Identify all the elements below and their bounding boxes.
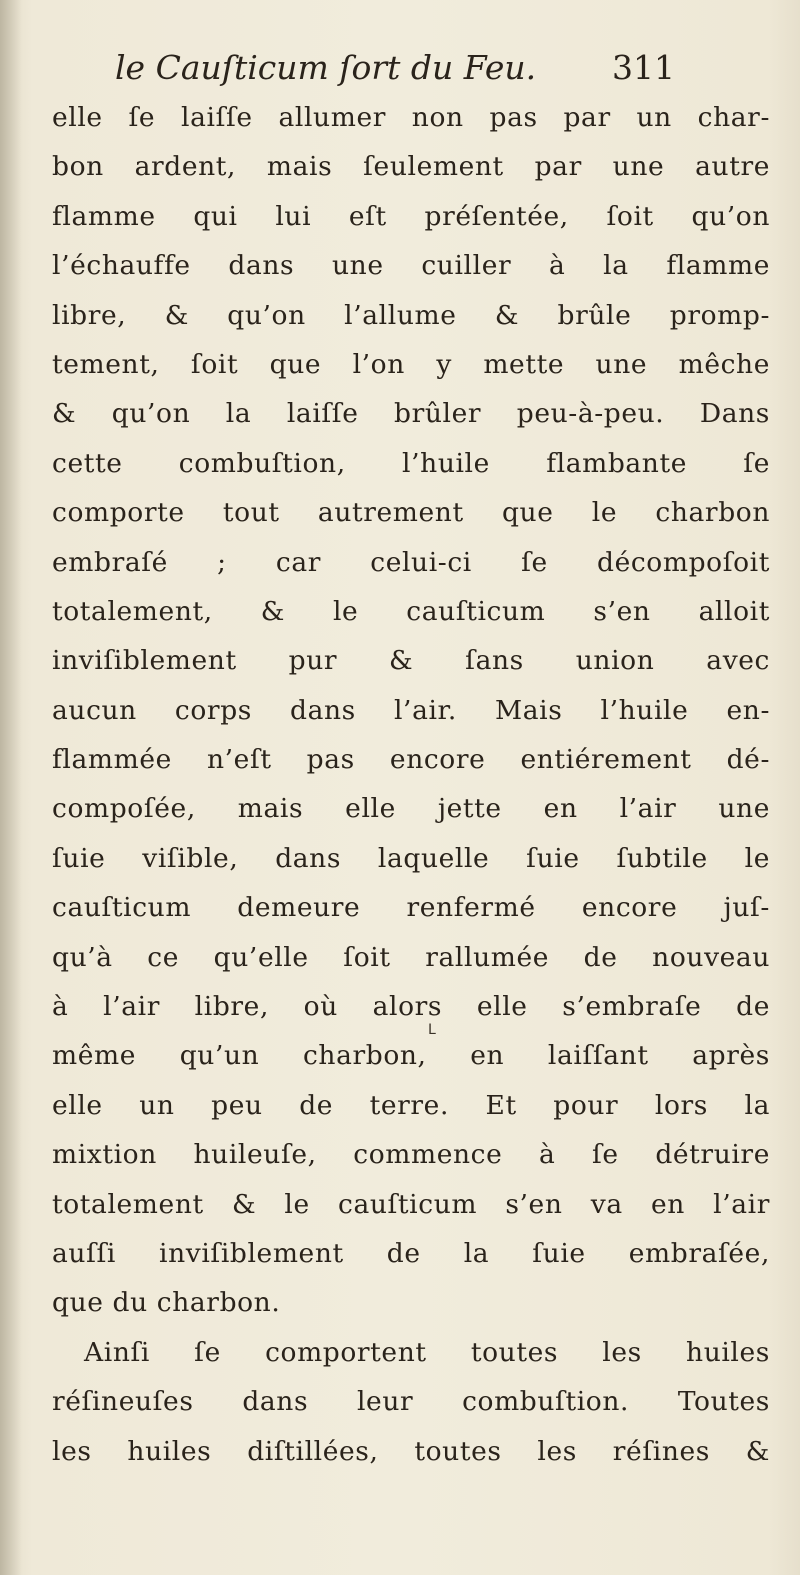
text-line: elle un peu de terre. Et pour lors la [52, 1089, 770, 1121]
text-line: Ainſi ſe comportent toutes les huiles [84, 1336, 770, 1368]
text-line: à l’air libre, où alors elle s’embraſe de [52, 991, 770, 1023]
text-line: comporte tout autrement que le charbon [52, 497, 770, 529]
text-line: tement, ſoit que l’on y mette une mêche [52, 348, 770, 380]
text-line: bon ardent, mais ſeulement par une autre [52, 151, 770, 183]
text-line: elle ſe laiſſe allumer non pas par un char- [52, 102, 770, 133]
page-number: 311 [612, 48, 675, 87]
text-line: cette combuſtion, l’huile flambante ſe [52, 447, 770, 479]
text-line: même qu’un charbon, en laiſſant après [52, 1040, 770, 1072]
text-line: libre, & qu’on l’allume & brûle promp- [52, 299, 770, 331]
text-line: inviſiblement pur & ſans union avec [52, 645, 770, 677]
text-line: que du charbon. [52, 1287, 281, 1319]
running-head [115, 46, 675, 90]
signature-mark: L [428, 1022, 436, 1038]
text-line: aucun corps dans l’air. Mais l’huile en- [52, 694, 770, 726]
text-line: l’échauffe dans une cuiller à la flamme [52, 250, 770, 282]
text-line: embraſé ; car celui-ci ſe décompoſoit [52, 546, 770, 578]
text-line: mixtion huileuſe, commence à ſe détruire [52, 1139, 770, 1171]
running-title: le Cauſticum ſort du Feu. [115, 48, 537, 87]
text-line: ſuie viſible, dans laquelle ſuie ſubtile le [52, 842, 770, 874]
text-line: compoſée, mais elle jette en l’air une [52, 793, 770, 825]
text-line: réſineuſes dans leur combuſtion. Toutes [52, 1386, 770, 1418]
text-line: les huiles diſtillées, toutes les réſines & [52, 1435, 770, 1467]
text-line: flammée n’eſt pas encore entiérement dé- [52, 744, 770, 776]
binding-shadow [0, 0, 22, 1575]
text-line: qu’à ce qu’elle ſoit rallumée de nouveau [52, 941, 770, 973]
text-line: flamme qui lui eſt préſentée, ſoit qu’on [52, 200, 770, 232]
text-line: cauſticum demeure renfermé encore juſ- [52, 892, 770, 924]
text-line: totalement & le cauſticum s’en va en l’air [52, 1188, 770, 1220]
body-text [52, 93, 770, 1476]
text-line: totalement, & le cauſticum s’en alloit [52, 595, 770, 627]
text-line: auſſi inviſiblement de la ſuie embraſée, [52, 1237, 770, 1269]
text-line: & qu’on la laiſſe brûler peu-à-peu. Dans [52, 398, 770, 430]
